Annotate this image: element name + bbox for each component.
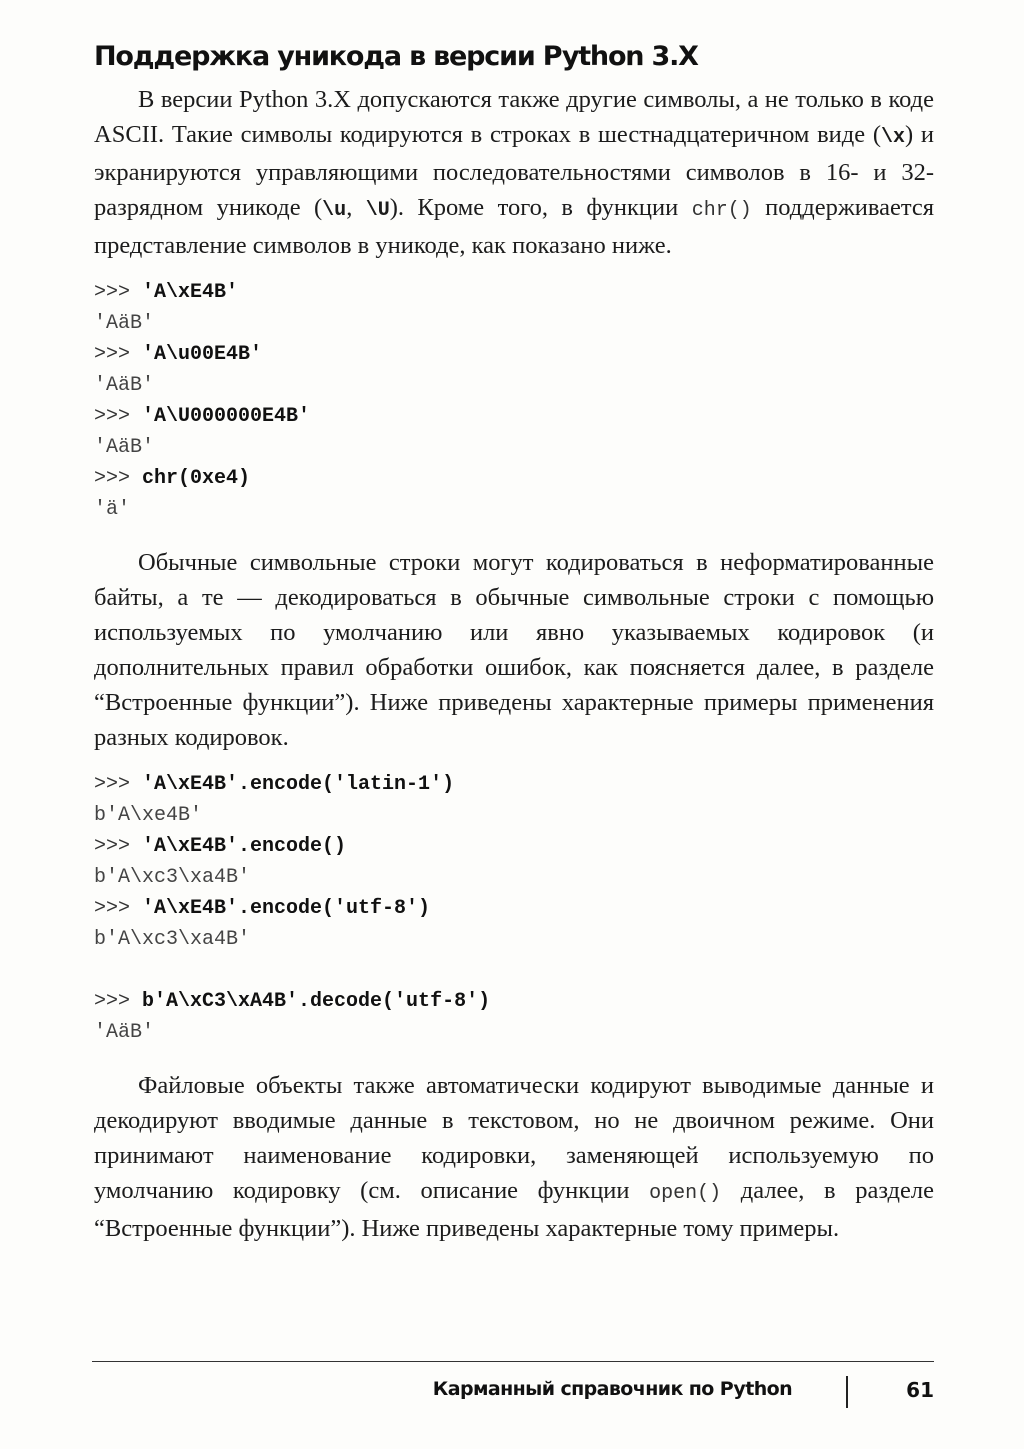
- prompt: >>>: [94, 835, 143, 858]
- code-line: [94, 862, 934, 893]
- code-line: [94, 463, 934, 494]
- prompt: >>>: [94, 990, 143, 1013]
- code-line: [94, 831, 934, 862]
- code-output: b'A\xe4B': [94, 804, 203, 827]
- code-command: 'A\xE4B'.encode('latin-1'): [142, 773, 455, 796]
- para1-code-chr: chr(): [691, 199, 752, 222]
- para3-code-open: open(): [649, 1182, 722, 1205]
- code-command: b'A\xC3\xA4B'.decode('utf-8'): [142, 990, 491, 1013]
- code-output: 'AäB': [94, 1021, 155, 1044]
- para1-text-4: ). Кроме того, в функции: [389, 194, 692, 221]
- code-line: [94, 1017, 934, 1048]
- code-block-unicode-escapes: [94, 277, 934, 525]
- code-command: 'A\xE4B': [142, 281, 239, 304]
- code-line: [94, 370, 934, 401]
- para1-code-x: \x: [881, 126, 906, 149]
- code-line: [94, 986, 934, 1017]
- para1-code-u: \u: [322, 199, 347, 222]
- code-output: 'AäB': [94, 436, 155, 459]
- code-output: 'AäB': [94, 312, 155, 335]
- code-line: [94, 800, 934, 831]
- code-command: 'A\u00E4B': [142, 343, 263, 366]
- code-line: [94, 401, 934, 432]
- para1-text-2: ) и экранируются управляющими последовательностями символов в 16- и 32-разрядном уникоде (: [94, 121, 934, 221]
- code-output: b'A\xc3\xa4B': [94, 866, 251, 889]
- footer-separator: [846, 1376, 848, 1408]
- para1-text-5: поддерживается представление символов в уникоде, как показано ниже.: [94, 194, 934, 259]
- section-heading: Поддержка уникода в версии Python 3.X: [94, 41, 698, 72]
- code-block-decode: [94, 986, 934, 1048]
- code-output: 'ä': [94, 498, 131, 521]
- prompt: >>>: [94, 405, 143, 428]
- footer-book-title: Карманный справочник по Python: [432, 1378, 792, 1400]
- code-command: 'A\xE4B'.encode('utf-8'): [142, 897, 431, 920]
- code-command: chr(0xe4): [142, 467, 251, 490]
- prompt: >>>: [94, 281, 143, 304]
- paragraph-unicode-intro: [94, 82, 934, 263]
- prompt: >>>: [94, 897, 143, 920]
- para1-text-1: В версии Python 3.X допускаются также другие символы, а не только в коде ASCII. Такие символы кодируются в строках в шестнадцатеричном виде (: [94, 86, 934, 148]
- prompt: >>>: [94, 343, 143, 366]
- code-block-encode: [94, 769, 934, 955]
- code-line: [94, 432, 934, 463]
- code-line: [94, 277, 934, 308]
- prompt: >>>: [94, 467, 143, 490]
- code-line: [94, 308, 934, 339]
- page-content: [94, 40, 934, 1246]
- code-output: b'A\xc3\xa4B': [94, 928, 251, 951]
- paragraph-encoding: Обычные символьные строки могут кодироваться в неформатированные байты, а те — декодироваться в обычные символьные строки с помощью используемых по умолчанию или явно указываемых кодировок (и дополнительных правил обработки ошибок, как поясняется далее, в разделе “Встроенные функции”). Ниже приведены характерные примеры применения разных кодировок.: [94, 549, 934, 751]
- code-output: 'AäB': [94, 374, 155, 397]
- prompt: >>>: [94, 773, 143, 796]
- para3-text-1: Файловые объекты также автоматически кодируют выводимые данные и декодируют вводимые данные в текстовом, но не двоичном режиме. Они принимают наименование кодировки, заменяющей используемую по умолчанию кодировку (см. описание функции: [94, 1072, 934, 1204]
- para1-text-3: ,: [346, 194, 366, 221]
- footer-rule: [92, 1361, 934, 1362]
- code-command: 'A\U000000E4B': [142, 405, 311, 428]
- paragraph-file-objects: [94, 1068, 934, 1246]
- code-line: [94, 893, 934, 924]
- code-line: [94, 339, 934, 370]
- page-number: 61: [906, 1378, 934, 1402]
- code-line: [94, 769, 934, 800]
- para1-code-U: \U: [365, 199, 390, 222]
- code-command: 'A\xE4B'.encode(): [142, 835, 347, 858]
- code-line: [94, 924, 934, 955]
- code-line: [94, 494, 934, 525]
- para3-text-2: далее, в разделе “Встроенные функции”). Ниже приведены характерные тому примеры.: [94, 1177, 934, 1242]
- page-footer: [92, 1374, 934, 1410]
